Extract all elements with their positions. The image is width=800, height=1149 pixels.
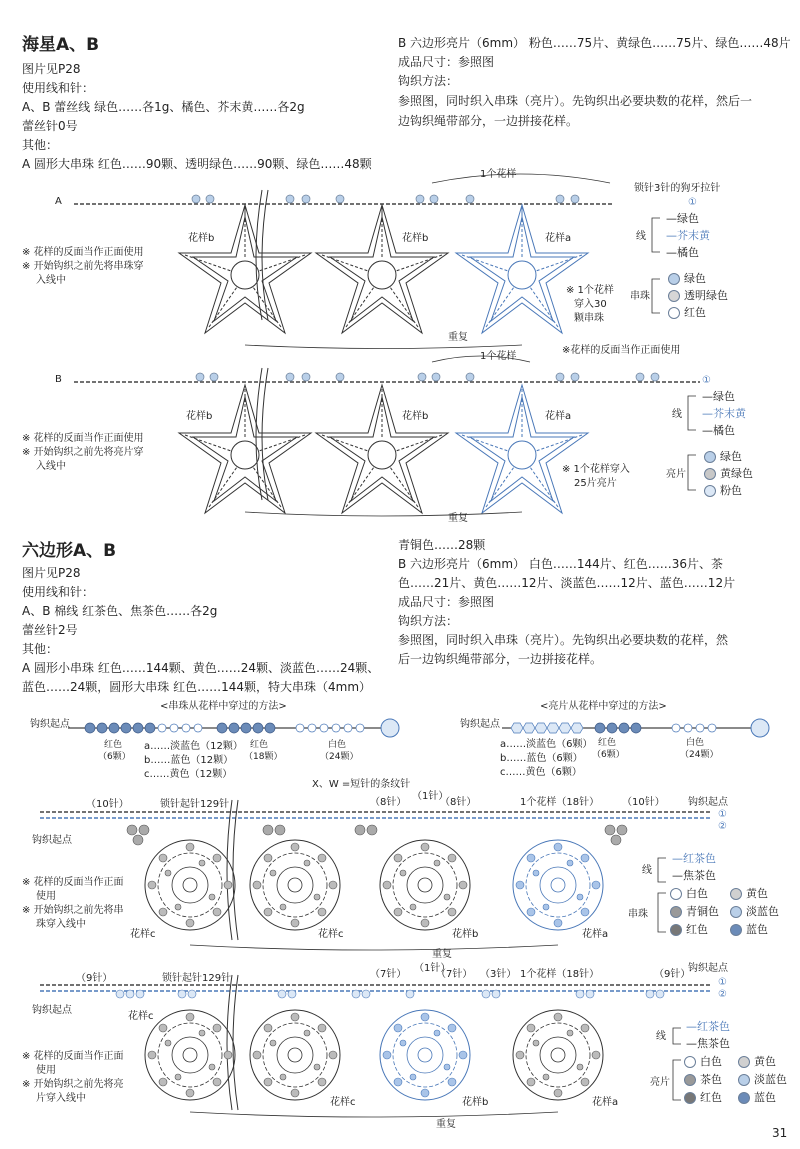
hex-b-legend-thread-label: 线 xyxy=(656,1031,666,1042)
hex-a-note-1: ※ 花样的反面当作正面 xyxy=(22,877,124,888)
sequin-threading-diagram xyxy=(502,719,769,737)
hexagon-method-2: 后一边钩织绳带部分，一边拼接花样。 xyxy=(398,652,603,666)
starfish-b-pattern-a: 花样a xyxy=(545,411,572,422)
seq-key-a: a……淡蓝色（6颗） xyxy=(500,739,593,750)
hexagon-method-1: 参照图，同时织入串珠（亮片）。先钩织出必要块数的花样，然 xyxy=(398,633,729,647)
starfish-title: 海星A、B xyxy=(22,35,100,55)
starfish-b-thread-3: —橘色 xyxy=(702,424,735,437)
hexagon-seq-b-1: B 六边形亮片（6mm） 白色……144片、红色……36片、茶 xyxy=(398,557,724,571)
starfish-a-bead-3: 红色 xyxy=(668,306,706,320)
starfish-sequins-b: B 六边形亮片（6mm） 粉色……75片、黄绿色……75片、绿色……48片 xyxy=(398,36,791,50)
hexagon-picture-ref: 图片见P28 xyxy=(22,566,81,580)
hex-b-thread-2: —焦茶色 xyxy=(686,1037,730,1050)
bead-start-point: 钩织起点 xyxy=(30,719,70,730)
sequin-dot-icon xyxy=(684,1074,696,1086)
hex-b-count-9: （9针） xyxy=(654,969,691,980)
page-number: 31 xyxy=(772,1126,788,1140)
hexagon-thread: A、B 棉线 红茶色、焦茶色……各2g xyxy=(22,604,218,618)
hexagon-beads-a-3: 青铜色……28颗 xyxy=(398,538,486,552)
hex-b-count-1: （1针） xyxy=(414,963,451,974)
hex-a-thread-2: —焦茶色 xyxy=(672,869,716,882)
hex-a-note-3: ※ 开始钩织之前先将串 xyxy=(22,905,124,916)
sequin-dot-icon xyxy=(738,1092,750,1104)
hex-a-circle-2: ② xyxy=(718,821,727,832)
starfish-a-thread-3: —橘色 xyxy=(666,246,699,259)
starfish-a-bead-1: 绿色 xyxy=(668,272,706,286)
starfish-a-repeat-bottom: 重复 xyxy=(448,332,468,343)
hex-b-note-1: ※ 花样的反面当作正面 xyxy=(22,1051,124,1062)
seq-thread-title: <亮片从花样中穿过的方法> xyxy=(540,701,667,712)
hex-b-thread-1: —红茶色 xyxy=(686,1020,730,1033)
starfish-a-repeat-top: 1个花样 xyxy=(480,169,517,180)
hex-b-left-count: （9针） xyxy=(76,973,113,984)
starfish-a-chain-note: 锁针3针的狗牙拉针 xyxy=(634,183,721,194)
bead-dot-icon xyxy=(668,290,680,302)
hex-a-bead-4: 淡蓝色 xyxy=(730,905,779,919)
starfish-b-seq-3: 粉色 xyxy=(704,484,742,498)
hex-a-bead-2: 黄色 xyxy=(730,887,768,901)
hex-a-legend-bead-label: 串珠 xyxy=(628,909,648,920)
bead-dot-icon xyxy=(668,307,680,319)
hex-b-pattern-c2: 花样c xyxy=(330,1097,356,1108)
starfish-b-seq-1: 绿色 xyxy=(704,450,742,464)
sequin-dot-icon xyxy=(684,1092,696,1104)
hexagon-other-label: 其他： xyxy=(22,642,59,656)
hex-a-pattern-c1: 花样c xyxy=(130,929,156,940)
hex-b-chain-start: 锁针起针129针 xyxy=(162,973,232,984)
hex-b-one-pattern: 1个花样（18针） xyxy=(520,969,600,980)
sequin-dot-icon xyxy=(738,1056,750,1068)
hex-a-count-8b: （8针） xyxy=(440,797,477,808)
hex-b-pattern-a: 花样a xyxy=(592,1097,619,1108)
hex-a-pattern-c2: 花样c xyxy=(318,929,344,940)
starfish-b-seq-note-1: ※ 1个花样穿入 xyxy=(562,464,630,475)
hex-a-pattern-a: 花样a xyxy=(582,929,609,940)
starfish-method-1: 参照图，同时织入串珠（亮片）。先钩织出必要块数的花样，然后一 xyxy=(398,94,753,108)
hex-b-note-3: ※ 开始钩织之前先将亮 xyxy=(22,1079,124,1090)
hex-a-left-count: （10针） xyxy=(86,799,129,810)
hex-b-seq-1: 白色 xyxy=(684,1055,722,1069)
starfish-a-note-3: 入线中 xyxy=(36,275,66,286)
hex-a-note-4: 珠穿入线中 xyxy=(36,919,86,930)
starfish-b-seq-note-2: 25片亮片 xyxy=(574,478,617,489)
short-stitch-note: X、W =短针的条纹针 xyxy=(312,779,411,790)
hexagon-beads-a-1: A 圆形小串珠 红色……144颗、黄色……24颗、淡蓝色……24颗、 xyxy=(22,661,380,675)
bead-white-count: （24颗） xyxy=(320,752,359,762)
starfish-b-repeat-bottom: 重复 xyxy=(448,513,468,524)
hex-a-circle-1: ① xyxy=(718,809,727,820)
starfish-size: 成品尺寸：参照图 xyxy=(398,55,495,69)
hexagon-materials-label: 使用线和针： xyxy=(22,585,95,599)
hex-a-start-left: 钩织起点 xyxy=(32,835,72,846)
starfish-b-thread-2: —芥末黄 xyxy=(702,407,746,420)
hex-b-seq-2: 黄色 xyxy=(738,1055,776,1069)
starfish-b-legend-seq-label: 亮片 xyxy=(666,469,686,480)
starfish-a-thread-2: —芥末黄 xyxy=(666,229,710,242)
starfish-b-reverse-note: ※花样的反面当作正面使用 xyxy=(562,345,681,356)
hex-b-count-3: （3针） xyxy=(480,969,517,980)
starfish-b-diagram xyxy=(74,356,700,516)
starfish-a-pattern-a: 花样a xyxy=(545,233,572,244)
hex-a-legend-thread-label: 线 xyxy=(642,865,652,876)
seq-red: 红色 xyxy=(598,738,617,748)
bead-dot-icon xyxy=(670,888,682,900)
sequin-dot-icon xyxy=(704,451,716,463)
starfish-a-legend-bead-label: 串珠 xyxy=(630,291,650,302)
starfish-thread: A、B 蕾丝线 绿色……各1g、橘色、芥末黄……各2g xyxy=(22,100,305,114)
starfish-method-label: 钩织方法： xyxy=(398,74,459,88)
starfish-a-bead-2: 透明绿色 xyxy=(668,289,728,303)
hexagon-size: 成品尺寸：参照图 xyxy=(398,595,495,609)
starfish-needle: 蕾丝针0号 xyxy=(22,119,78,133)
starfish-a-pattern-b2: 花样b xyxy=(402,233,429,244)
seq-white: 白色 xyxy=(686,738,705,748)
starfish-a-bead-note-3: 颗串珠 xyxy=(574,313,604,324)
starfish-a-thread-1: —绿色 xyxy=(666,212,699,225)
sequin-dot-icon xyxy=(704,468,716,480)
starfish-a-note-2: ※ 开始钩织之前先将串珠穿 xyxy=(22,261,144,272)
hex-a-pattern-b: 花样b xyxy=(452,929,479,940)
hexagon-method-label: 钩织方法： xyxy=(398,614,459,628)
starfish-a-bead-note-1: ※ 1个花样 xyxy=(566,285,614,296)
hex-b-seq-3: 茶色 xyxy=(684,1073,722,1087)
bead-red-2-count: （18颗） xyxy=(244,752,283,762)
bead-red-1-count: （6颗） xyxy=(98,752,131,762)
starfish-a-circle-1: ① xyxy=(688,197,697,208)
seq-key-c: c……黄色（6颗） xyxy=(500,767,582,778)
starfish-b-seq-2: 黄绿色 xyxy=(704,467,753,481)
hexagon-needle: 蕾丝针2号 xyxy=(22,623,78,637)
bead-thread-title: <串珠从花样中穿过的方法> xyxy=(160,701,287,712)
bead-threading-diagram xyxy=(68,719,399,737)
hex-a-chain-start: 锁针起针129针 xyxy=(160,799,230,810)
hex-b-count-7b: （7针） xyxy=(436,969,473,980)
starfish-b-circle-1: ① xyxy=(702,375,711,386)
hex-b-seq-6: 蓝色 xyxy=(738,1091,776,1105)
starfish-b-thread-1: —绿色 xyxy=(702,390,735,403)
seq-start-point: 钩织起点 xyxy=(460,719,500,730)
starfish-other-label: 其他： xyxy=(22,138,59,152)
sequin-dot-icon xyxy=(704,485,716,497)
starfish-b-repeat-top: 1个花样 xyxy=(480,351,517,362)
bead-key-b: b……蓝色（12颗） xyxy=(144,755,234,766)
starfish-materials-label: 使用线和针： xyxy=(22,81,95,95)
hex-b-seq-5: 红色 xyxy=(684,1091,722,1105)
starfish-b-note-2: ※ 开始钩织之前先将亮片穿 xyxy=(22,447,144,458)
bead-dot-icon xyxy=(670,924,682,936)
starfish-b-pattern-b2: 花样b xyxy=(402,411,429,422)
hex-a-count-1: （1针） xyxy=(412,791,449,802)
starfish-a-pattern-b1: 花样b xyxy=(188,233,215,244)
bead-dot-icon xyxy=(668,273,680,285)
hex-a-thread-1: —红茶色 xyxy=(672,852,716,865)
starfish-b-note-1: ※ 花样的反面当作正面使用 xyxy=(22,433,144,444)
bead-key-c: c……黄色（12颗） xyxy=(144,769,233,780)
bead-dot-icon xyxy=(730,888,742,900)
hex-a-bead-6: 蓝色 xyxy=(730,923,768,937)
hex-a-bead-3: 青铜色 xyxy=(670,905,719,919)
sequin-dot-icon xyxy=(684,1056,696,1068)
hex-b-legend-seq-label: 亮片 xyxy=(650,1077,670,1088)
hex-b-note-4: 片穿入线中 xyxy=(36,1093,86,1104)
bead-red-2: 红色 xyxy=(250,740,269,750)
hexagon-beads-a-2: 蓝色……24颗，圆形大串珠 红色……144颗，特大串珠（4mm） xyxy=(22,680,372,694)
seq-key-b: b……蓝色（6颗） xyxy=(500,753,583,764)
hexagon-title: 六边形A、B xyxy=(22,541,117,561)
starfish-a-note-1: ※ 花样的反面当作正面使用 xyxy=(22,247,144,258)
hex-a-note-2: 使用 xyxy=(36,891,56,902)
hex-a-repeat: 重复 xyxy=(432,949,452,960)
seq-white-count: （24颗） xyxy=(680,750,719,760)
starfish-a-label: A xyxy=(55,196,62,207)
hex-a-bead-5: 红色 xyxy=(670,923,708,937)
hex-b-circle-1: ① xyxy=(718,977,727,988)
bead-dot-icon xyxy=(730,906,742,918)
starfish-picture-ref: 图片见P28 xyxy=(22,62,81,76)
starfish-a-legend-thread-label: 线 xyxy=(636,231,646,242)
starfish-method-2: 边钩织绳带部分，一边拼接花样。 xyxy=(398,114,579,128)
seq-red-count: （6颗） xyxy=(592,750,625,760)
hex-b-seq-4: 淡蓝色 xyxy=(738,1073,787,1087)
starfish-a-bead-note-2: 穿入30 xyxy=(574,299,607,310)
hex-b-pattern-c1: 花样c xyxy=(128,1011,154,1022)
hex-a-count-8a: （8针） xyxy=(370,797,407,808)
hex-b-count-7a: （7针） xyxy=(370,969,407,980)
starfish-b-legend-thread-label: 线 xyxy=(672,409,682,420)
hex-b-circle-2: ② xyxy=(718,989,727,1000)
bead-white: 白色 xyxy=(328,740,347,750)
hex-a-start-right: 钩织起点 xyxy=(688,797,728,808)
starfish-b-pattern-b1: 花样b xyxy=(186,411,213,422)
bead-red-1: 红色 xyxy=(104,740,123,750)
bead-key-a: a……淡蓝色（12颗） xyxy=(144,741,243,752)
hex-a-bead-1: 白色 xyxy=(670,887,708,901)
hex-b-start-left: 钩织起点 xyxy=(32,1005,72,1016)
hex-b-start-right: 钩织起点 xyxy=(688,963,728,974)
hex-a-one-pattern: 1个花样（18针） xyxy=(520,797,600,808)
hex-b-note-2: 使用 xyxy=(36,1065,56,1076)
starfish-b-label: B xyxy=(55,374,62,385)
hex-b-repeat: 重复 xyxy=(436,1119,456,1130)
starfish-a-diagram xyxy=(74,174,660,349)
hex-a-count-10: （10针） xyxy=(622,797,665,808)
bead-dot-icon xyxy=(730,924,742,936)
starfish-beads-a: A 圆形大串珠 红色……90颗、透明绿色……90颗、绿色……48颗 xyxy=(22,157,372,171)
hexagon-seq-b-2: 色……21片、黄色……12片、淡蓝色……12片、蓝色……12片 xyxy=(398,576,736,590)
hex-b-pattern-b: 花样b xyxy=(462,1097,489,1108)
bead-dot-icon xyxy=(670,906,682,918)
starfish-b-note-3: 入线中 xyxy=(36,461,66,472)
sequin-dot-icon xyxy=(738,1074,750,1086)
